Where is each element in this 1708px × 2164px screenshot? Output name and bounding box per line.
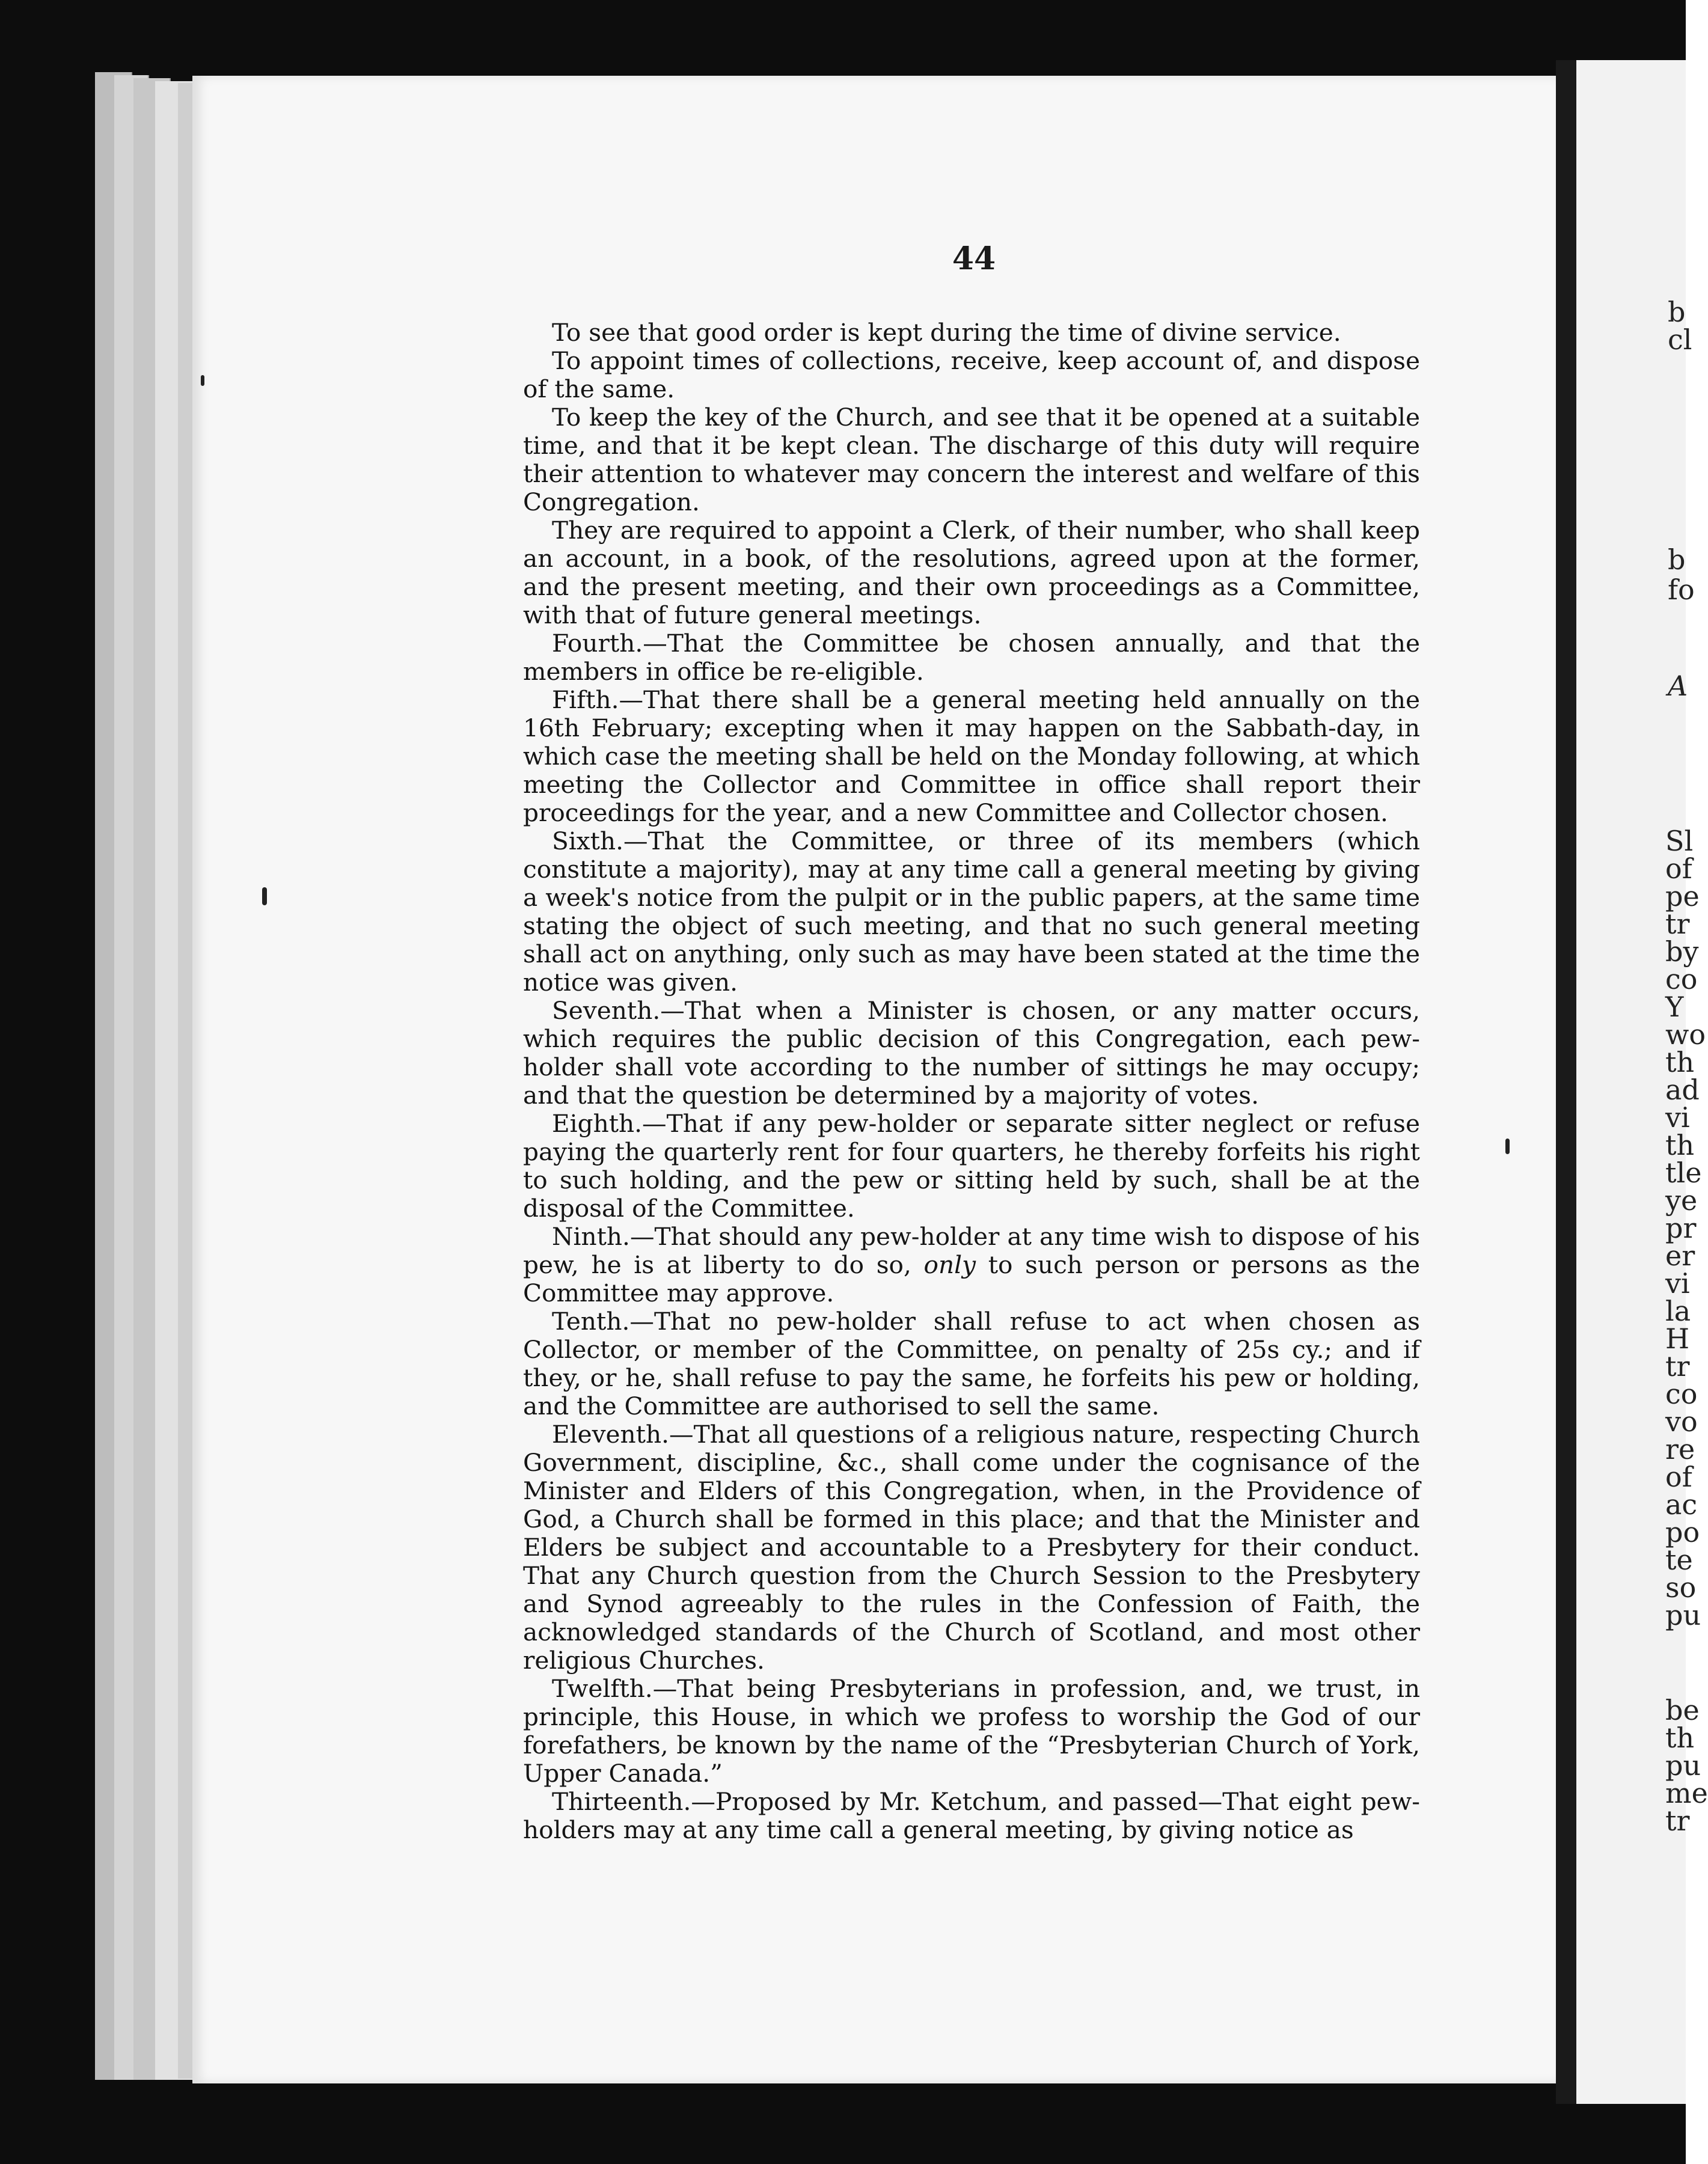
right-page-fragment: me [1665, 1777, 1708, 1809]
right-page-fragment: te [1665, 1544, 1693, 1576]
right-page-fragment: co [1665, 963, 1698, 995]
paragraph: To see that good order is kept during the time of divine service. [552, 318, 1341, 347]
right-page-fragment: of [1665, 852, 1692, 885]
right-page-fragment: Y [1665, 991, 1684, 1023]
paragraph: Tenth.—That no pew-holder shall refuse to act when chosen as Collector, or member of the Committee, on penalty of 25s cy.; and if they, or he, shall refuse to pay the same, he forfeits his pew or holding, and the Committee are authorised to sell the same. [523, 1307, 1420, 1420]
right-page-fragment: of [1665, 1461, 1692, 1493]
right-page-fragment: tr [1665, 1805, 1690, 1837]
paragraph: They are required to appoint a Clerk, of their number, who shall keep an account, in a book, of the resolutions, agreed upon at the former, and the present meeting, and their own proceedings as a Committee, with that of future general meetings. [523, 516, 1420, 629]
right-page-fragment: pu [1665, 1749, 1701, 1782]
paragraph: Fifth.—That there shall be a general meeting held annually on the 16th February; excepting when it may happen on the Sabbath-day, in which case the meeting shall be held on the Monday following, at which meeting the Collector and Committee in office shall report their proceedings for the year, and a new Committee and Collector chosen. [523, 685, 1420, 827]
paragraph: To appoint times of collections, receive, keep account of, and dispose of the same. [523, 346, 1420, 403]
page-body [523, 319, 1420, 1844]
right-page-fragment: th [1665, 1046, 1695, 1078]
right-page-fragment: be [1665, 1694, 1700, 1726]
right-page-fragment: er [1665, 1239, 1695, 1272]
paragraph-ninth [523, 1223, 1420, 1307]
right-page-fragment: cl [1668, 323, 1692, 356]
right-page-fragment: Sl [1665, 825, 1694, 857]
right-page-fragment: co [1665, 1378, 1698, 1410]
paragraph: Twelfth.—That being Presbyterians in profession, and, we trust, in principle, this House, in which we profess to worship the God of our forefathers, be known by the name of the “Presbyterian Church of York, Upper Canada.” [523, 1674, 1420, 1788]
book-gutter [1556, 60, 1576, 2104]
paragraph: Eighth.—That if any pew-holder or separate sitter neglect or refuse paying the quarterly rent for four quarters, he thereby forfeits his right to such holding, and the pew or sitting held by such, shall be at the disposal of the Committee. [523, 1109, 1420, 1223]
right-page-fragment: H [1665, 1322, 1690, 1355]
right-page-fragment: b [1668, 296, 1686, 328]
right-page-fragment: vo [1665, 1405, 1698, 1438]
right-page-fragment: th [1665, 1129, 1695, 1161]
right-page-fragment: th [1665, 1722, 1695, 1754]
right-page-fragment: ad [1665, 1074, 1700, 1106]
right-page-fragment: po [1665, 1516, 1700, 1548]
right-page-fragment: la [1665, 1295, 1691, 1327]
paragraph: Eleventh.—That all questions of a religious nature, respecting Church Government, discipline, &c., shall come under the cognisance of the Minister and Elders of this Congregation, when, in the Providence of God, a Church shall be formed in this place; and that the Minister and Elders be subject and accountable to a Presbytery for their conduct. That any Church question from the Church Session to the Presbytery and Synod agreeably to the rules in the Confession of Faith, the acknowledged standards of the Church of Scotland, and most other religious Churches. [523, 1420, 1420, 1675]
right-page-fragment: by [1665, 935, 1699, 968]
right-page-fragment: ye [1665, 1184, 1698, 1217]
right-page-fragment: pu [1665, 1599, 1701, 1631]
ink-speck [201, 375, 204, 386]
right-page-fragment: fo [1668, 573, 1695, 606]
page-number: 44 [952, 240, 996, 277]
paragraph: Sixth.—That the Committee, or three of its members (which constitute a majority), may at any time call a general meeting by giving a week's notice from the pulpit or in the public papers, at the same time stating the object of such meeting, and that no such general meeting shall act on anything, only such as may have been stated at the time the notice was given. [523, 827, 1420, 997]
right-page-fragment: tle [1665, 1157, 1702, 1189]
ninth-emphasis: only [923, 1250, 976, 1279]
right-page-fragment: vi [1665, 1101, 1690, 1134]
paragraph: Seventh.—That when a Minister is chosen, or any matter occurs, which requires the public decision of this Congregation, each pew-holder shall vote according to the number of sittings he may occupy; and that the question be determined by a majority of votes. [523, 996, 1420, 1110]
ink-speck [262, 887, 267, 905]
ink-speck [1505, 1139, 1510, 1154]
right-page-fragment: b [1668, 543, 1686, 576]
right-page-fragment: so [1665, 1571, 1697, 1604]
right-page-fragment: tr [1665, 908, 1690, 940]
right-page-fragment: pe [1665, 880, 1700, 912]
right-page-fragment: wo [1665, 1018, 1706, 1051]
right-page-fragment: re [1665, 1433, 1695, 1466]
right-page-fragment: tr [1665, 1350, 1690, 1383]
paragraph: To keep the key of the Church, and see that it be opened at a suitable time, and that it be kept clean. The discharge of this duty will require their attention to whatever may concern the interest and welfare of this Congregation. [523, 403, 1420, 516]
paragraph: Thirteenth.—Proposed by Mr. Ketchum, and passed—That eight pew-holders may at any time call a general meeting, by giving notice as [523, 1787, 1420, 1844]
right-page-slice [1576, 60, 1708, 2104]
ninth-text-start: Ninth.—That should any pew-holder at any time wish to dispose of his pew, he is at liberty to do so, [523, 1222, 1420, 1279]
paragraph: Fourth.—That the Committee be chosen annually, and that the members in office be re-eligible. [523, 629, 1420, 686]
right-page-fragment: ac [1665, 1488, 1698, 1521]
ninth-text-end: to such person or persons as the Committee may approve. [523, 1250, 1420, 1307]
right-page-fragment: vi [1665, 1267, 1690, 1300]
right-page-fragment: pr [1665, 1212, 1697, 1244]
right-page-fragment: A [1668, 670, 1688, 702]
